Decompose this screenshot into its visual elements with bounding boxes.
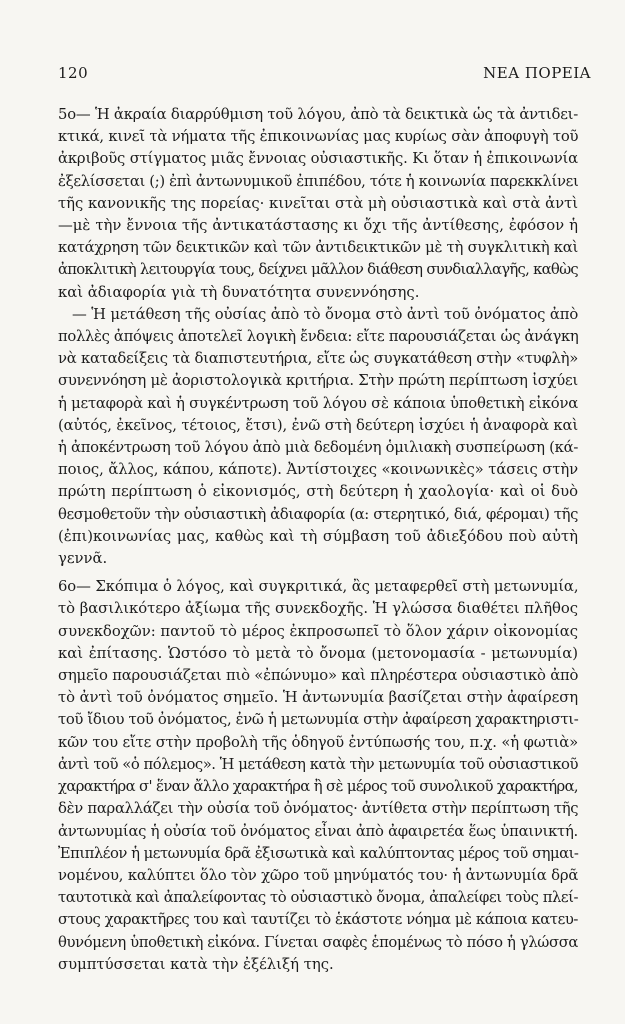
text-line: θεσμοθετοῦν τὴν οὐσιαστικὴ ἀδιαφορία (α: στερητικό, διά, φέρομαι) τῆς — [58, 505, 578, 523]
text-line: ποιος, ἄλλος, κάπου, κάποτε). Ἀντίστοιχες «κοινωνικὲς» τάσεις στὴν — [58, 461, 578, 479]
text-line: ἐξελίσσεται (;) ἐπὶ ἀντωνυμικοῦ ἐπιπέδου, τότε ἡ κοινωνία παρεκκλίνει — [58, 172, 579, 190]
text-line: 5ο— Ἡ ἀκραία διαρρύθμιση τοῦ λόγου, ἀπὸ τὰ δεικτικὰ ὡς τὰ ἀντιδει- — [58, 106, 579, 123]
text-line: γεννᾶ. — [58, 550, 108, 568]
paragraph-6 — [58, 576, 578, 976]
text-line: ἀποκλιτικὴ λειτουργία τους, δείχνει μᾶλλον διάθεση συνδιαλλαγῆς, καθὼς — [58, 261, 578, 279]
text-line: ἀντωνυμίας ἡ οὐσία τοῦ ὀνόματος εἶναι ἀπὸ ἀφαιρετέα ἕως ὑπαινικτή. — [58, 822, 578, 840]
text-line: Ἐπιπλέον ἡ μετωνυμία δρᾶ ἐξισωτικὰ καὶ καλύπτοντας μέρος τοῦ σημαι- — [58, 844, 579, 862]
text-line: συμπτύσσεται κατὰ τὴν ἐξέλιξή της. — [58, 955, 334, 973]
text-line: συνεκδοχῶν: παντοῦ τὸ μέρος ἐκπροσωπεῖ τὸ ὅλον χάριν οἰκονομίας — [58, 622, 578, 640]
text-line: κατάχρηση τῶν δεικτικῶν καὶ τῶν ἀντιδεικτικῶν μὲ τὴ συγκλιτικὴ καὶ — [58, 239, 578, 257]
text-line: — Ἡ μετάθεση τῆς οὐσίας ἀπὸ τὸ ὄνομα στὸ ἀντὶ τοῦ ὀνόματος ἀπὸ — [72, 305, 579, 323]
text-line: τὸ ἀντὶ τοῦ ὀνόματος σημεῖο. Ἡ ἀντωνυμία βασίζεται στὴν ἀφαίρεση — [58, 689, 579, 707]
text-line: (ἐπι)κοινωνίας μας, καθὼς καὶ τὴ σύμβαση τοῦ ἀδιεξόδου ποὺ αὐτὴ — [58, 527, 578, 545]
text-line: ἡ μεταφορὰ καὶ ἡ συγκέντρωση τοῦ λόγου σὲ κάποια ὑποθετικὴ εἰκόνα — [58, 394, 578, 412]
text-line: ἡ ἀποκέντρωση τοῦ λόγου ἀπὸ μιὰ δεδομένη ὁμιλιακὴ συσπείρωση (κά- — [58, 439, 579, 457]
text-line: χαρακτήρα σ' ἕναν ἄλλο χαρακτήρα ἢ σὲ μέρος τοῦ συνολικοῦ χαρακτήρα, — [58, 778, 578, 796]
text-line: καὶ ἀδιαφορία γιὰ τὴ δυνατότητα συνεννόησης. — [58, 283, 420, 301]
text-line: πολλὲς ἀπόψεις ἀποτελεῖ λογικὴ ἔνδεια: εἴτε παρουσιάζεται ὡς ἀνάγκη — [58, 328, 579, 346]
text-line: ταυτοτικὰ καὶ ἀπαλείφοντας τὸ οὐσιαστικὸ ὄνομα, ἀπαλείφει τοὺς πλεί- — [58, 889, 579, 907]
text-line: νὰ καταδείξεις τὰ διαπιστευτήρια, εἴτε ὡς συγκατάθεση στὴν «τυφλὴ» — [58, 350, 578, 368]
running-title: ΝΕΑ ΠΟΡΕΙΑ — [483, 64, 591, 82]
text-line: κτικά, κινεῖ τὰ νήματα τῆς ἐπικοινωνίας μας κυρίως σὰν ἀποφυγὴ τοῦ — [58, 128, 579, 146]
body-text — [58, 100, 578, 976]
text-line: καὶ ἐπίτασης. Ὡστόσο τὸ μετὰ τὸ ὄνομα (μετονομασία - μετωνυμία) — [58, 644, 578, 662]
text-line: ἀντὶ τοῦ «ὁ πόλεμος». Ἡ μετάθεση κατὰ τὴν μετωνυμία τοῦ οὐσιαστικοῦ — [58, 755, 578, 773]
text-line: (αὐτός, ἐκεῖνος, τέτοιος, ἔτσι), ἐνῶ στὴ δεύτερη ἰσχύει ἡ ἀναφορὰ καὶ — [58, 416, 578, 434]
text-line: ἀκριβοῦς στίγματος μιᾶς ἔννοιας οὐσιαστικῆς. Κι ὅταν ἡ ἐπικοινωνία — [58, 150, 578, 168]
text-line: κῶν του εἴτε στὴν προβολὴ τῆς ὁδηγοῦ ἐντύπωσής του, π.χ. «ἡ φωτιὰ» — [58, 733, 578, 751]
paragraph-5-continued — [58, 304, 578, 570]
text-line: θυνόμενη ὑποθετικὴ εἰκόνα. Γίνεται σαφὲς ἑπομένως τὸ πόσο ἡ γλώσσα — [58, 933, 578, 951]
paragraph-5 — [58, 104, 578, 304]
page-header — [58, 64, 591, 82]
text-line: τὸ βασιλικότερο ἀξίωμα τῆς συνεκδοχῆς. Ἡ γλώσσα διαθέτει πλῆθος — [58, 600, 578, 618]
text-line: συνεννόηση μὲ ἀοριστολογικὰ κριτήρια. Στὴν πρώτη περίπτωση ἰσχύει — [58, 372, 578, 390]
text-line: πρώτη περίπτωση ὁ εἰκονισμός, στὴ δεύτερη ἡ χαολογία· καὶ οἱ δυὸ — [58, 483, 578, 501]
text-line: 6ο— Σκόπιμα ὁ λόγος, καὶ συγκριτικά, ἂς μεταφερθεῖ στὴ μετωνυμία, — [58, 578, 579, 596]
text-line: —μὲ τὴν ἔννοια τῆς ἀντικατάστασης κι ὄχι τῆς ἀντίθεσης, ἐφόσον ἡ — [58, 217, 578, 235]
text-line: δὲν παραλλάζει τὴν οὐσία τοῦ ὀνόματος· ἀντίθετα στὴν περίπτωση τῆς — [58, 800, 579, 818]
text-line: νομένου, καλύπτει ὅλο τὸν χῶρο τοῦ μηνύματός του· ἡ ἀντωνυμία δρᾶ — [58, 866, 579, 884]
text-line: τῆς κανονικῆς της πορείας· κινεῖται στὰ μὴ οὐσιαστικὰ καὶ στὰ ἀντὶ — [58, 194, 578, 212]
page-number: 120 — [58, 64, 89, 82]
text-line: τοῦ ἴδιου τοῦ ὀνόματος, ἐνῶ ἡ μετωνυμία στὴν ἀφαίρεση χαρακτηριστι- — [58, 711, 579, 729]
text-line: στους χαρακτῆρες του καὶ ταυτίζει τὸ ἑκάστοτε νόημα μὲ κάποια κατευ- — [58, 911, 578, 929]
text-line: σημεῖο παρουσιάζεται πιὸ «ἐπώνυμο» καὶ πληρέστερα οὐσιαστικὸ ἀπὸ — [58, 667, 579, 685]
